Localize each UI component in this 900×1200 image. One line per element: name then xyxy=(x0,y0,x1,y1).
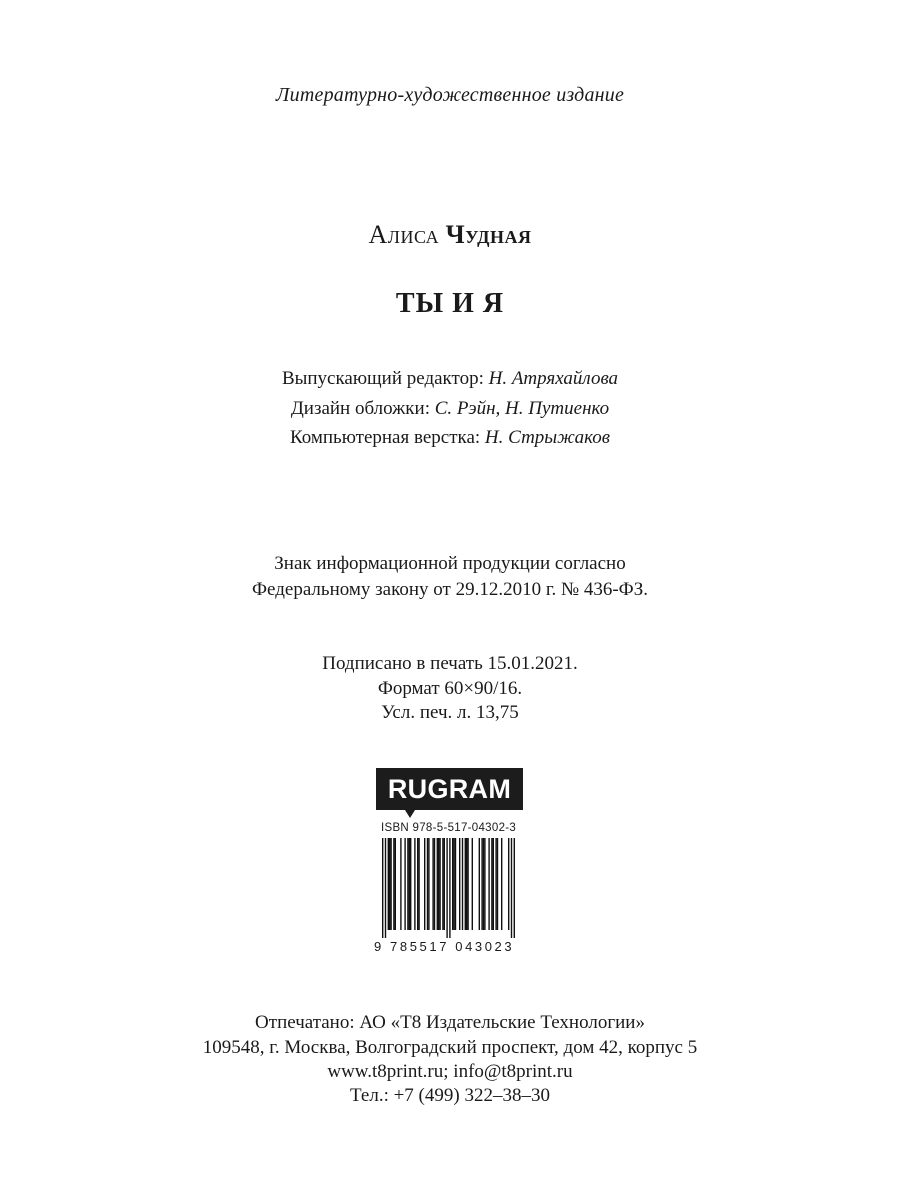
credit-name: Н. Атряхайлова xyxy=(488,368,619,389)
barcode-bar xyxy=(514,838,515,938)
barcode-bar xyxy=(393,838,394,930)
barcode-bar xyxy=(479,838,480,930)
barcode-bar xyxy=(432,838,433,930)
credit-editor xyxy=(0,368,900,390)
edition-type: Литературно-художественное издание xyxy=(275,84,625,106)
credit-layout xyxy=(0,427,900,449)
logo-tail-icon xyxy=(405,810,415,818)
barcode-bar xyxy=(424,838,425,930)
barcode-bar xyxy=(508,838,509,930)
credit-role: Дизайн обложки: xyxy=(290,398,430,419)
barcode-bar xyxy=(400,838,401,930)
book-title: ТЫ И Я xyxy=(395,288,505,319)
printer-address: 109548, г. Москва, Волгоградский проспект, дом 42, корпус 5 xyxy=(202,1037,698,1058)
isbn-label: ISBN 978-5-517-04302-3 xyxy=(381,822,517,834)
barcode-bar xyxy=(493,838,494,930)
barcode-bar xyxy=(511,838,512,938)
credit-cover-design xyxy=(0,398,900,420)
barcode-bar xyxy=(418,838,419,930)
printer-phone: Тел.: +7 (499) 322–38–30 xyxy=(350,1085,550,1106)
barcode-bar xyxy=(472,838,473,930)
print-format: Формат 60×90/16. xyxy=(377,678,523,699)
barcode-bar xyxy=(466,838,467,930)
barcode-bar xyxy=(455,838,456,930)
barcode-bar xyxy=(452,838,453,930)
barcode-bar xyxy=(459,838,460,930)
barcode-bar xyxy=(428,838,429,930)
barcode-bar xyxy=(481,838,482,930)
barcode-bar xyxy=(417,838,418,930)
barcode-bar xyxy=(439,838,440,930)
barcode-bar xyxy=(491,838,492,930)
barcode-bar xyxy=(434,838,435,930)
barcode-digits: 9 785517 043023 xyxy=(374,939,515,954)
barcode-bar xyxy=(409,838,410,930)
barcode-bar xyxy=(385,838,386,938)
barcode-bar xyxy=(407,838,408,930)
barcode-icon xyxy=(374,838,526,942)
credit-name: С. Рэйн, Н. Путиенко xyxy=(434,398,610,419)
barcode-bar xyxy=(437,838,438,930)
signed-for-print: Подписано в печать 15.01.2021. xyxy=(322,653,578,674)
barcode-bar xyxy=(389,838,390,930)
barcode-bar xyxy=(410,838,411,930)
barcode-bar xyxy=(495,838,496,930)
barcode-bar xyxy=(404,838,405,930)
barcode-bar xyxy=(444,838,445,930)
barcode-bar xyxy=(449,838,450,938)
barcode-bar xyxy=(465,838,466,930)
barcode-bar xyxy=(438,838,439,930)
barcode-bar xyxy=(467,838,468,930)
author-last-name: Чудная xyxy=(445,220,532,249)
info-sign-line-2: Федеральному закону от 29.12.2010 г. № 436-ФЗ. xyxy=(252,579,648,600)
barcode-bar xyxy=(442,838,443,930)
author-first-name: Алиса xyxy=(368,220,440,249)
barcode-bar xyxy=(497,838,498,930)
credit-role: Выпускающий редактор: xyxy=(281,368,484,389)
print-sheets: Усл. печ. л. 13,75 xyxy=(381,702,519,723)
publisher-logo-text: RUGRAM xyxy=(387,774,512,804)
barcode-bar xyxy=(414,838,415,930)
credit-role: Компьютерная верстка: xyxy=(289,427,481,448)
barcode-bar xyxy=(453,838,454,930)
barcode-bar xyxy=(484,838,485,930)
printer-web: www.t8print.ru; info@t8print.ru xyxy=(327,1061,573,1082)
barcode-bar xyxy=(446,838,447,938)
barcode-bar xyxy=(388,838,389,930)
barcode-bar xyxy=(462,838,463,930)
barcode-bar xyxy=(501,838,502,930)
publisher-logo xyxy=(376,768,523,810)
barcode-bar xyxy=(390,838,391,930)
info-sign-line-1: Знак информационной продукции согласно xyxy=(274,553,626,574)
barcode-bar xyxy=(395,838,396,930)
isbn-barcode xyxy=(374,822,526,964)
credit-name: Н. Стрыжаков xyxy=(484,427,611,448)
barcode-bar xyxy=(427,838,428,930)
barcode-bar xyxy=(488,838,489,930)
barcode-bar xyxy=(483,838,484,930)
barcode-bar xyxy=(382,838,383,938)
printer-name: Отпечатано: АО «Т8 Издательские Технологии» xyxy=(255,1012,645,1033)
author-name xyxy=(0,220,900,250)
